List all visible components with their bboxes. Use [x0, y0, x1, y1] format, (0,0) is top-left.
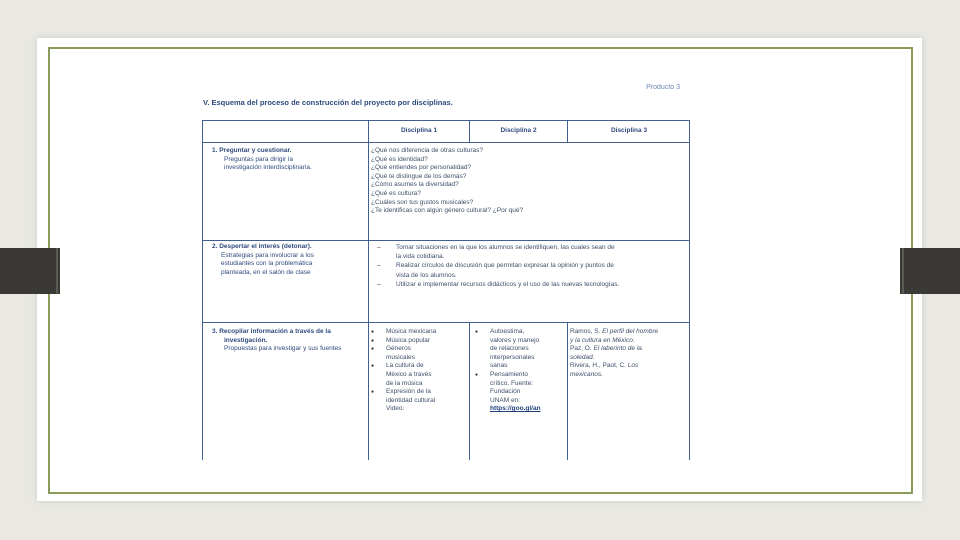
source-link[interactable]: https://goo.gl/an	[490, 405, 541, 413]
section2-subtitle-line: planteada, en el salón de clase	[221, 268, 311, 276]
header-discipline-3: Disciplina 3	[610, 127, 648, 134]
header-discipline-1: Disciplina 1	[400, 127, 438, 134]
section1-questions	[371, 147, 523, 216]
process-table	[202, 120, 690, 460]
d1-item: ● Música mexicana	[369, 328, 469, 337]
d1-item: ● Música popular	[369, 337, 469, 346]
document-title: V. Esquema del proceso de construcción del proyecto por disciplinas.	[203, 98, 453, 107]
section3-discipline2-list	[473, 328, 567, 414]
reference-line: soledad.	[570, 353, 595, 361]
d2-item: ● Autoestima, valores y manejo de relaciones interpersonales sanas	[473, 328, 567, 371]
section2-subtitle-line: estudiantes con la problemática	[221, 260, 313, 268]
d1-item: ● Géneros musicales	[369, 345, 469, 362]
reference-line: Rivera, H., Paot, C. Los	[570, 362, 639, 370]
header-discipline-2: Disciplina 2	[500, 127, 537, 134]
left-tab-decoration	[0, 248, 60, 294]
d1-item: ● Expresión de la identidad cultural Video:	[369, 388, 469, 414]
reference-line: Ramos, S. El perfil del hombre	[570, 328, 659, 335]
section1-subtitle-line: Preguntas para dirigir la	[224, 155, 294, 163]
section3-label	[212, 328, 341, 354]
section1-title: 1. Preguntar y cuestionar.	[212, 147, 292, 154]
section2-subtitle-line: Estrategias para involucrar a los	[221, 251, 314, 259]
page-tag: Producto 3	[646, 84, 680, 91]
section2-title: 2. Despertar el interés (detonar).	[212, 243, 312, 250]
right-tab-decoration	[900, 248, 960, 294]
question-item: ¿Qué es cultura?	[371, 189, 421, 197]
strategy-item: – Utilizar e implementar recursos didácticos y el uso de las nuevas tecnologías.	[376, 280, 619, 289]
question-item: ¿Qué nos diferencia de otras culturas?	[371, 147, 484, 154]
section1-label	[212, 147, 312, 173]
reference-line: Paz, O. El laberinto de la	[570, 345, 642, 353]
section3-subtitle: Propuestas para investigar y sus fuentes	[224, 345, 342, 353]
document-image	[185, 84, 708, 460]
reference-line: mexicanos.	[570, 370, 603, 378]
section1-subtitle-line: investigación interdisciplinaria.	[224, 164, 312, 172]
section2-label	[212, 243, 314, 277]
section3-discipline3-refs	[570, 328, 690, 380]
question-item: ¿Cuáles son tus gustos musicales?	[371, 198, 474, 206]
section3-title-line: investigación.	[224, 336, 268, 344]
question-item: ¿Qué entiendes por personalidad?	[371, 164, 472, 172]
section2-strategies	[376, 243, 619, 289]
d1-item: ● La cultura de México a través de la música	[369, 362, 469, 388]
question-item: ¿Te identificas con algún género cultural? ¿Por qué?	[371, 207, 524, 215]
d2-item: ● Pensamiento crítico. Fuente: Fundación UNAM en: https://goo.gl/an	[473, 371, 567, 414]
section3-discipline1-list	[369, 328, 469, 414]
reference-line: y la cultura en México.	[570, 336, 635, 344]
question-item: ¿Cómo asumes la diversidad?	[371, 181, 459, 189]
question-item: ¿Qué es identidad?	[371, 155, 428, 163]
question-item: ¿Qué te distingue de los demás?	[371, 172, 467, 180]
strategy-item: – Realizar círculos de discusión que permitan expresar la opinión y puntos de vista de los alumnos.	[376, 261, 619, 279]
strategy-item: – Tomar situaciones en la que los alumnos se identifiquen, las cuales sean de la vida cotidiana.	[376, 243, 619, 261]
section3-title-line: 3. Recopilar información a través de la	[212, 328, 331, 335]
